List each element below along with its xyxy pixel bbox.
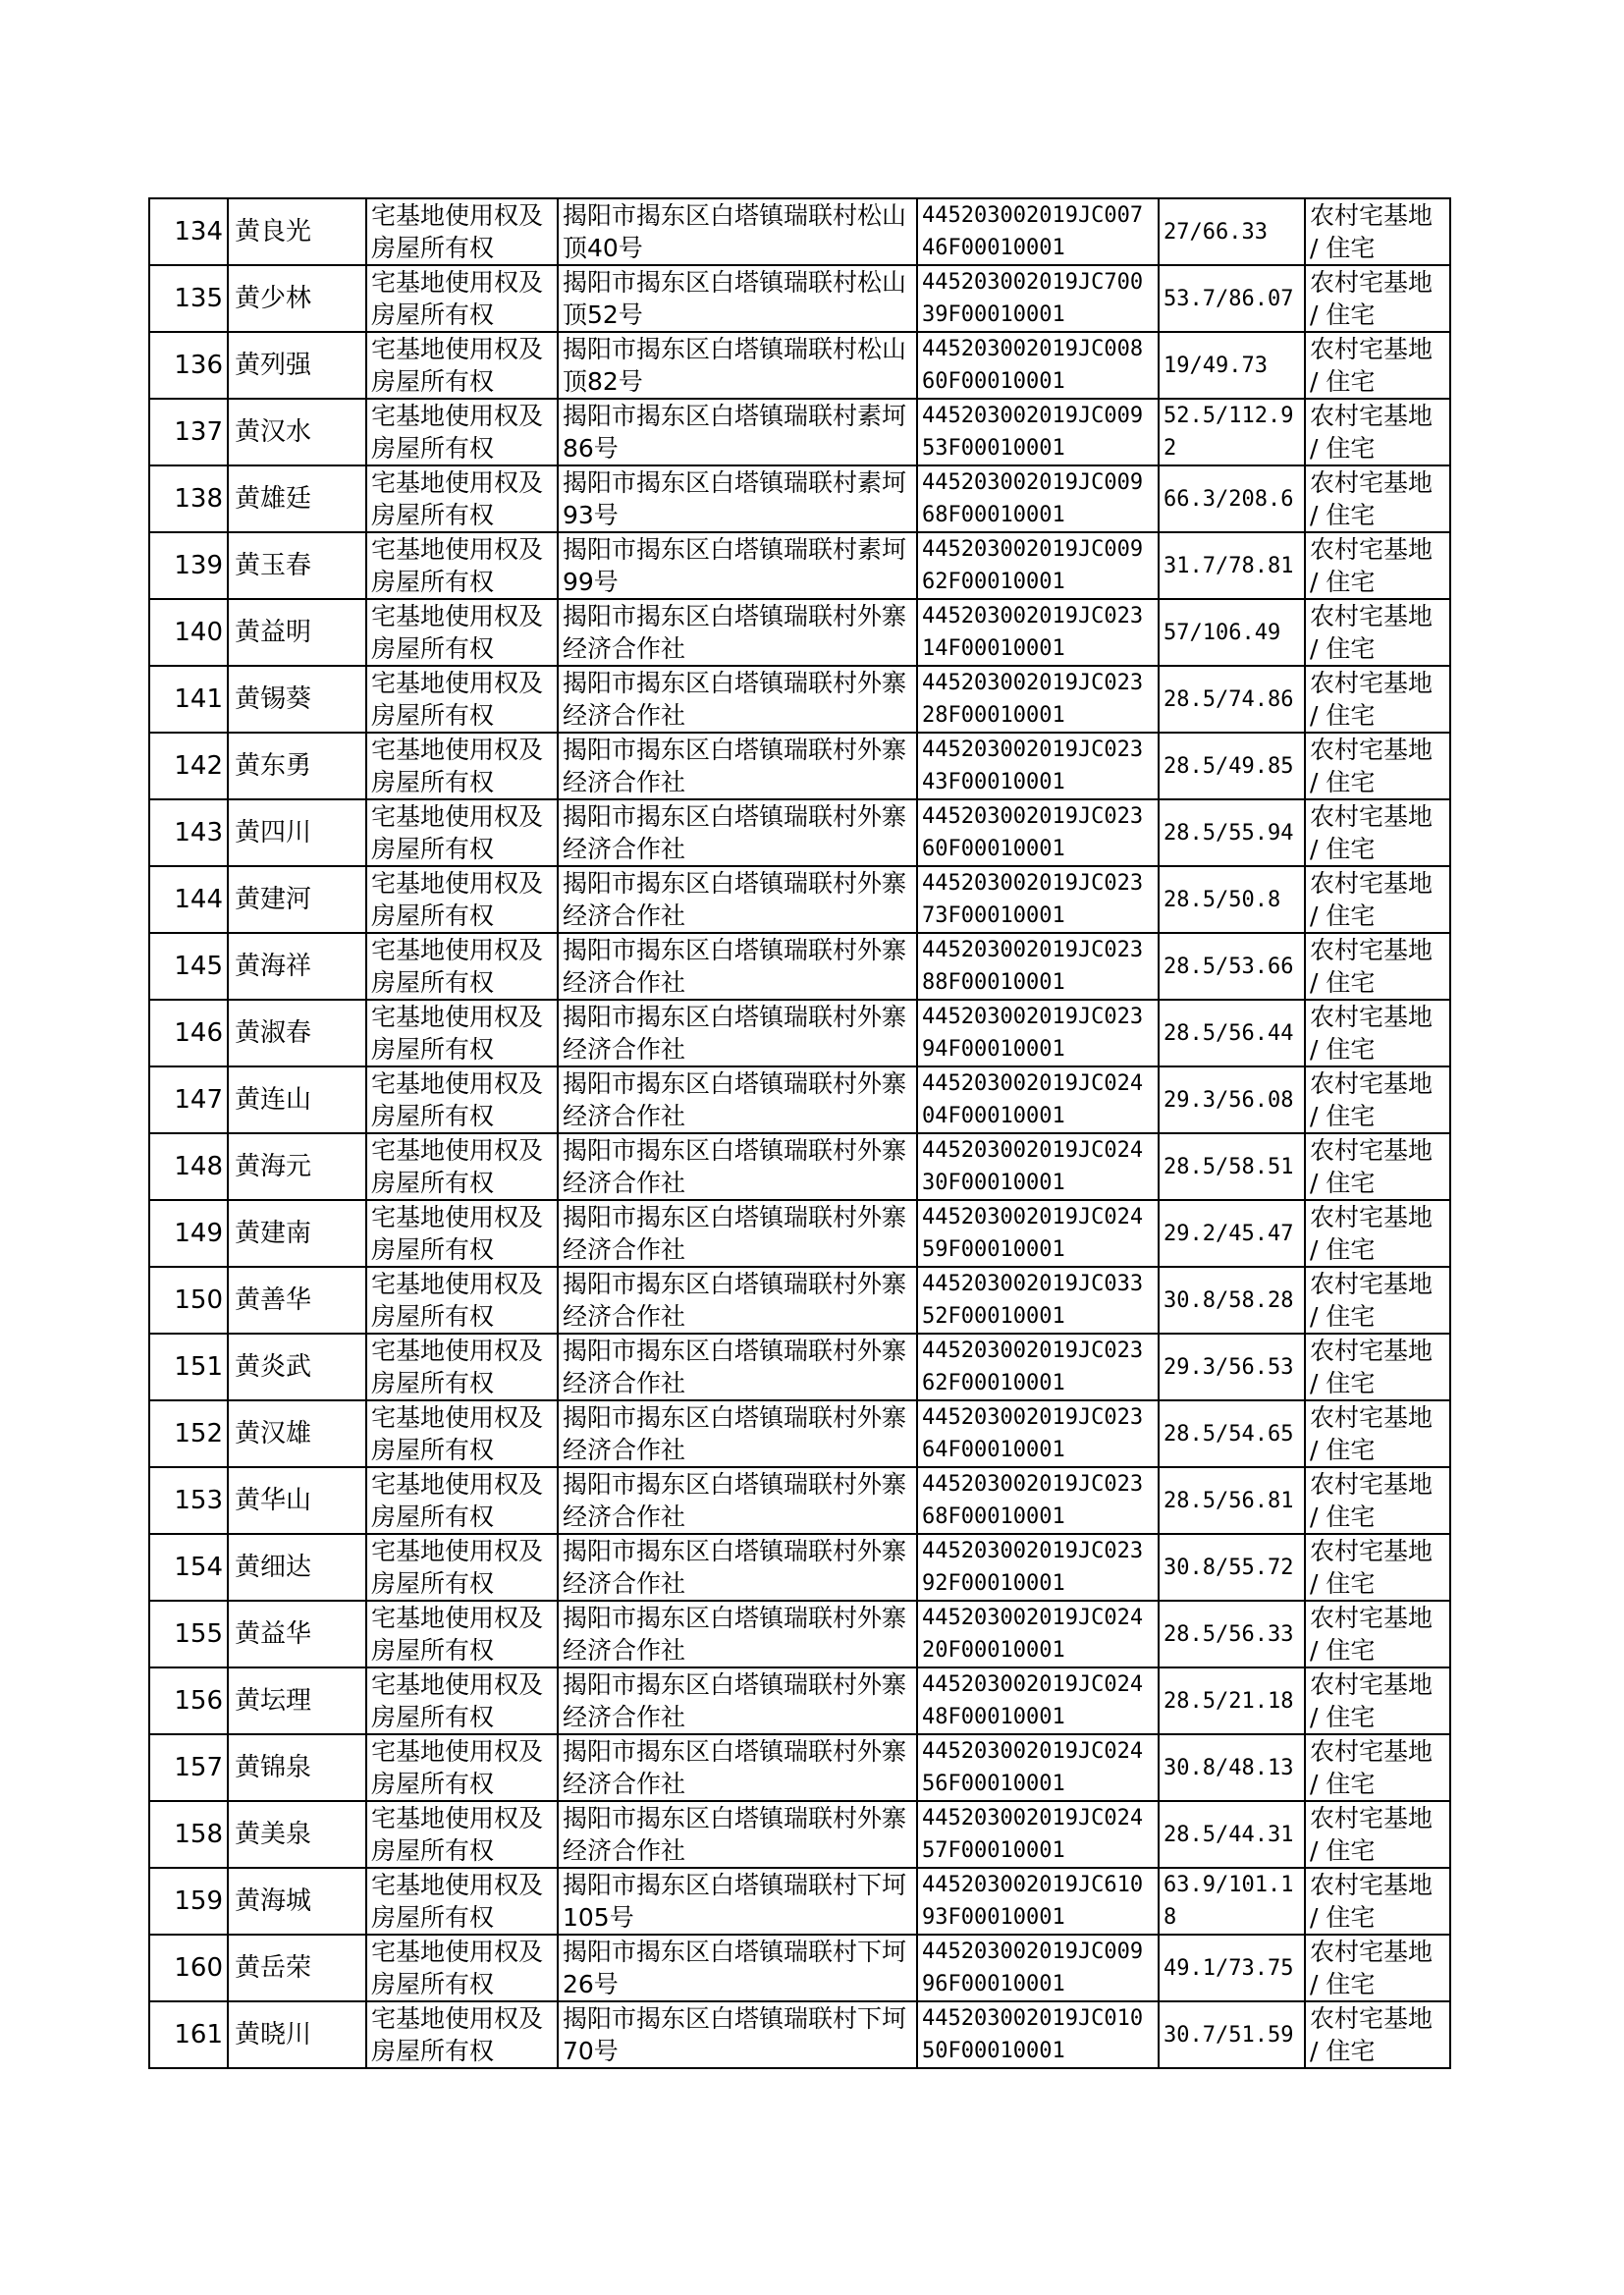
usage-cell: 农村宅基地 / 住宅 <box>1305 1133 1450 1200</box>
usage-cell: 农村宅基地 / 住宅 <box>1305 399 1450 465</box>
row-number-cell: 155 <box>149 1601 228 1667</box>
owner-name-cell: 黄益明 <box>228 599 366 666</box>
owner-name-cell: 黄良光 <box>228 198 366 265</box>
row-number-cell: 152 <box>149 1400 228 1467</box>
unit-code-cell: 445203002019JC03352F00010001 <box>917 1267 1159 1334</box>
unit-code-cell: 445203002019JC00860F00010001 <box>917 332 1159 399</box>
location-cell: 揭阳市揭东区白塔镇瑞联村素坷99号 <box>558 532 917 599</box>
right-type-cell: 宅基地使用权及房屋所有权 <box>366 866 558 933</box>
row-number-cell: 156 <box>149 1667 228 1734</box>
area-cell: 28.5/21.18 <box>1159 1667 1305 1734</box>
table-row <box>149 866 1450 933</box>
owner-name-cell: 黄淑春 <box>228 1000 366 1066</box>
table-row <box>149 733 1450 799</box>
usage-cell: 农村宅基地 / 住宅 <box>1305 465 1450 532</box>
table-row <box>149 2001 1450 2068</box>
area-cell: 63.9/101.18 <box>1159 1868 1305 1935</box>
right-type-cell: 宅基地使用权及房屋所有权 <box>366 1200 558 1267</box>
area-cell: 30.8/55.72 <box>1159 1534 1305 1601</box>
location-cell: 揭阳市揭东区白塔镇瑞联村外寨经济合作社 <box>558 1066 917 1133</box>
row-number-cell: 139 <box>149 532 228 599</box>
unit-code-cell: 445203002019JC02362F00010001 <box>917 1334 1159 1400</box>
unit-code-cell: 445203002019JC02459F00010001 <box>917 1200 1159 1267</box>
table-row <box>149 399 1450 465</box>
owner-name-cell: 黄连山 <box>228 1066 366 1133</box>
unit-code-cell: 445203002019JC02457F00010001 <box>917 1801 1159 1868</box>
usage-cell: 农村宅基地 / 住宅 <box>1305 1066 1450 1133</box>
right-type-cell: 宅基地使用权及房屋所有权 <box>366 1534 558 1601</box>
location-cell: 揭阳市揭东区白塔镇瑞联村外寨经济合作社 <box>558 666 917 733</box>
unit-code-cell: 445203002019JC02404F00010001 <box>917 1066 1159 1133</box>
table-row <box>149 666 1450 733</box>
table-row <box>149 1000 1450 1066</box>
location-cell: 揭阳市揭东区白塔镇瑞联村松山顶82号 <box>558 332 917 399</box>
row-number-cell: 149 <box>149 1200 228 1267</box>
table-row <box>149 198 1450 265</box>
unit-code-cell: 445203002019JC02430F00010001 <box>917 1133 1159 1200</box>
table-row <box>149 1066 1450 1133</box>
usage-cell: 农村宅基地 / 住宅 <box>1305 599 1450 666</box>
right-type-cell: 宅基地使用权及房屋所有权 <box>366 1066 558 1133</box>
area-cell: 30.7/51.59 <box>1159 2001 1305 2068</box>
owner-name-cell: 黄玉春 <box>228 532 366 599</box>
location-cell: 揭阳市揭东区白塔镇瑞联村外寨经济合作社 <box>558 1601 917 1667</box>
usage-cell: 农村宅基地 / 住宅 <box>1305 733 1450 799</box>
location-cell: 揭阳市揭东区白塔镇瑞联村松山顶52号 <box>558 265 917 332</box>
location-cell: 揭阳市揭东区白塔镇瑞联村下坷26号 <box>558 1935 917 2001</box>
row-number-cell: 150 <box>149 1267 228 1334</box>
usage-cell: 农村宅基地 / 住宅 <box>1305 532 1450 599</box>
unit-code-cell: 445203002019JC00962F00010001 <box>917 532 1159 599</box>
row-number-cell: 147 <box>149 1066 228 1133</box>
right-type-cell: 宅基地使用权及房屋所有权 <box>366 1935 558 2001</box>
area-cell: 28.5/58.51 <box>1159 1133 1305 1200</box>
table-row <box>149 1534 1450 1601</box>
usage-cell: 农村宅基地 / 住宅 <box>1305 1534 1450 1601</box>
usage-cell: 农村宅基地 / 住宅 <box>1305 1467 1450 1534</box>
area-cell: 28.5/44.31 <box>1159 1801 1305 1868</box>
right-type-cell: 宅基地使用权及房屋所有权 <box>366 1467 558 1534</box>
location-cell: 揭阳市揭东区白塔镇瑞联村外寨经济合作社 <box>558 733 917 799</box>
area-cell: 28.5/56.44 <box>1159 1000 1305 1066</box>
right-type-cell: 宅基地使用权及房屋所有权 <box>366 332 558 399</box>
table-row <box>149 1400 1450 1467</box>
unit-code-cell: 445203002019JC00968F00010001 <box>917 465 1159 532</box>
location-cell: 揭阳市揭东区白塔镇瑞联村外寨经济合作社 <box>558 1133 917 1200</box>
table-row <box>149 1734 1450 1801</box>
owner-name-cell: 黄坛理 <box>228 1667 366 1734</box>
table-row <box>149 1133 1450 1200</box>
usage-cell: 农村宅基地 / 住宅 <box>1305 265 1450 332</box>
row-number-cell: 157 <box>149 1734 228 1801</box>
table-body <box>149 198 1450 2068</box>
location-cell: 揭阳市揭东区白塔镇瑞联村外寨经济合作社 <box>558 1734 917 1801</box>
owner-name-cell: 黄列强 <box>228 332 366 399</box>
right-type-cell: 宅基地使用权及房屋所有权 <box>366 265 558 332</box>
unit-code-cell: 445203002019JC02364F00010001 <box>917 1400 1159 1467</box>
table-row <box>149 1667 1450 1734</box>
location-cell: 揭阳市揭东区白塔镇瑞联村下坷70号 <box>558 2001 917 2068</box>
row-number-cell: 145 <box>149 933 228 1000</box>
location-cell: 揭阳市揭东区白塔镇瑞联村素坷86号 <box>558 399 917 465</box>
table-row <box>149 799 1450 866</box>
unit-code-cell: 445203002019JC02373F00010001 <box>917 866 1159 933</box>
usage-cell: 农村宅基地 / 住宅 <box>1305 866 1450 933</box>
area-cell: 31.7/78.81 <box>1159 532 1305 599</box>
right-type-cell: 宅基地使用权及房屋所有权 <box>366 198 558 265</box>
location-cell: 揭阳市揭东区白塔镇瑞联村外寨经济合作社 <box>558 1000 917 1066</box>
usage-cell: 农村宅基地 / 住宅 <box>1305 1734 1450 1801</box>
owner-name-cell: 黄四川 <box>228 799 366 866</box>
location-cell: 揭阳市揭东区白塔镇瑞联村外寨经济合作社 <box>558 866 917 933</box>
owner-name-cell: 黄建南 <box>228 1200 366 1267</box>
unit-code-cell: 445203002019JC02394F00010001 <box>917 1000 1159 1066</box>
right-type-cell: 宅基地使用权及房屋所有权 <box>366 1667 558 1734</box>
right-type-cell: 宅基地使用权及房屋所有权 <box>366 1133 558 1200</box>
property-rights-table <box>148 197 1451 2069</box>
area-cell: 66.3/208.6 <box>1159 465 1305 532</box>
location-cell: 揭阳市揭东区白塔镇瑞联村外寨经济合作社 <box>558 1801 917 1868</box>
owner-name-cell: 黄华山 <box>228 1467 366 1534</box>
row-number-cell: 143 <box>149 799 228 866</box>
owner-name-cell: 黄汉水 <box>228 399 366 465</box>
right-type-cell: 宅基地使用权及房屋所有权 <box>366 1734 558 1801</box>
right-type-cell: 宅基地使用权及房屋所有权 <box>366 666 558 733</box>
location-cell: 揭阳市揭东区白塔镇瑞联村外寨经济合作社 <box>558 1267 917 1334</box>
row-number-cell: 146 <box>149 1000 228 1066</box>
location-cell: 揭阳市揭东区白塔镇瑞联村外寨经济合作社 <box>558 1667 917 1734</box>
area-cell: 28.5/55.94 <box>1159 799 1305 866</box>
table-row <box>149 933 1450 1000</box>
row-number-cell: 158 <box>149 1801 228 1868</box>
owner-name-cell: 黄汉雄 <box>228 1400 366 1467</box>
row-number-cell: 138 <box>149 465 228 532</box>
usage-cell: 农村宅基地 / 住宅 <box>1305 1400 1450 1467</box>
table-row <box>149 465 1450 532</box>
table-row <box>149 1801 1450 1868</box>
owner-name-cell: 黄益华 <box>228 1601 366 1667</box>
usage-cell: 农村宅基地 / 住宅 <box>1305 1601 1450 1667</box>
owner-name-cell: 黄雄廷 <box>228 465 366 532</box>
right-type-cell: 宅基地使用权及房屋所有权 <box>366 1334 558 1400</box>
row-number-cell: 159 <box>149 1868 228 1935</box>
area-cell: 30.8/48.13 <box>1159 1734 1305 1801</box>
table-row <box>149 265 1450 332</box>
unit-code-cell: 445203002019JC00996F00010001 <box>917 1935 1159 2001</box>
right-type-cell: 宅基地使用权及房屋所有权 <box>366 733 558 799</box>
usage-cell: 农村宅基地 / 住宅 <box>1305 1267 1450 1334</box>
location-cell: 揭阳市揭东区白塔镇瑞联村外寨经济合作社 <box>558 799 917 866</box>
owner-name-cell: 黄海城 <box>228 1868 366 1935</box>
right-type-cell: 宅基地使用权及房屋所有权 <box>366 2001 558 2068</box>
right-type-cell: 宅基地使用权及房屋所有权 <box>366 1601 558 1667</box>
table-row <box>149 1467 1450 1534</box>
usage-cell: 农村宅基地 / 住宅 <box>1305 1868 1450 1935</box>
table-row <box>149 1601 1450 1667</box>
unit-code-cell: 445203002019JC02368F00010001 <box>917 1467 1159 1534</box>
usage-cell: 农村宅基地 / 住宅 <box>1305 799 1450 866</box>
area-cell: 27/66.33 <box>1159 198 1305 265</box>
right-type-cell: 宅基地使用权及房屋所有权 <box>366 1000 558 1066</box>
row-number-cell: 136 <box>149 332 228 399</box>
row-number-cell: 142 <box>149 733 228 799</box>
unit-code-cell: 445203002019JC61093F00010001 <box>917 1868 1159 1935</box>
area-cell: 28.5/53.66 <box>1159 933 1305 1000</box>
row-number-cell: 140 <box>149 599 228 666</box>
location-cell: 揭阳市揭东区白塔镇瑞联村外寨经济合作社 <box>558 1467 917 1534</box>
location-cell: 揭阳市揭东区白塔镇瑞联村外寨经济合作社 <box>558 1200 917 1267</box>
owner-name-cell: 黄东勇 <box>228 733 366 799</box>
area-cell: 28.5/74.86 <box>1159 666 1305 733</box>
usage-cell: 农村宅基地 / 住宅 <box>1305 332 1450 399</box>
usage-cell: 农村宅基地 / 住宅 <box>1305 1801 1450 1868</box>
location-cell: 揭阳市揭东区白塔镇瑞联村外寨经济合作社 <box>558 933 917 1000</box>
unit-code-cell: 445203002019JC02360F00010001 <box>917 799 1159 866</box>
area-cell: 28.5/49.85 <box>1159 733 1305 799</box>
table-row <box>149 1267 1450 1334</box>
usage-cell: 农村宅基地 / 住宅 <box>1305 1334 1450 1400</box>
area-cell: 28.5/56.33 <box>1159 1601 1305 1667</box>
right-type-cell: 宅基地使用权及房屋所有权 <box>366 1400 558 1467</box>
usage-cell: 农村宅基地 / 住宅 <box>1305 1000 1450 1066</box>
usage-cell: 农村宅基地 / 住宅 <box>1305 933 1450 1000</box>
right-type-cell: 宅基地使用权及房屋所有权 <box>366 399 558 465</box>
right-type-cell: 宅基地使用权及房屋所有权 <box>366 1267 558 1334</box>
owner-name-cell: 黄海元 <box>228 1133 366 1200</box>
unit-code-cell: 445203002019JC02314F00010001 <box>917 599 1159 666</box>
area-cell: 28.5/56.81 <box>1159 1467 1305 1534</box>
table-row <box>149 1868 1450 1935</box>
owner-name-cell: 黄建河 <box>228 866 366 933</box>
right-type-cell: 宅基地使用权及房屋所有权 <box>366 465 558 532</box>
usage-cell: 农村宅基地 / 住宅 <box>1305 2001 1450 2068</box>
row-number-cell: 160 <box>149 1935 228 2001</box>
area-cell: 19/49.73 <box>1159 332 1305 399</box>
row-number-cell: 134 <box>149 198 228 265</box>
usage-cell: 农村宅基地 / 住宅 <box>1305 198 1450 265</box>
owner-name-cell: 黄锡葵 <box>228 666 366 733</box>
owner-name-cell: 黄岳荣 <box>228 1935 366 2001</box>
row-number-cell: 137 <box>149 399 228 465</box>
table-row <box>149 599 1450 666</box>
area-cell: 29.3/56.53 <box>1159 1334 1305 1400</box>
area-cell: 28.5/54.65 <box>1159 1400 1305 1467</box>
right-type-cell: 宅基地使用权及房屋所有权 <box>366 1801 558 1868</box>
row-number-cell: 148 <box>149 1133 228 1200</box>
owner-name-cell: 黄善华 <box>228 1267 366 1334</box>
area-cell: 29.3/56.08 <box>1159 1066 1305 1133</box>
unit-code-cell: 445203002019JC02388F00010001 <box>917 933 1159 1000</box>
row-number-cell: 161 <box>149 2001 228 2068</box>
right-type-cell: 宅基地使用权及房屋所有权 <box>366 532 558 599</box>
owner-name-cell: 黄海祥 <box>228 933 366 1000</box>
area-cell: 49.1/73.75 <box>1159 1935 1305 2001</box>
location-cell: 揭阳市揭东区白塔镇瑞联村下坷105号 <box>558 1868 917 1935</box>
table-row <box>149 332 1450 399</box>
unit-code-cell: 445203002019JC01050F00010001 <box>917 2001 1159 2068</box>
unit-code-cell: 445203002019JC02392F00010001 <box>917 1534 1159 1601</box>
unit-code-cell: 445203002019JC02448F00010001 <box>917 1667 1159 1734</box>
usage-cell: 农村宅基地 / 住宅 <box>1305 1667 1450 1734</box>
unit-code-cell: 445203002019JC02343F00010001 <box>917 733 1159 799</box>
table-row <box>149 532 1450 599</box>
area-cell: 30.8/58.28 <box>1159 1267 1305 1334</box>
owner-name-cell: 黄少林 <box>228 265 366 332</box>
owner-name-cell: 黄细达 <box>228 1534 366 1601</box>
usage-cell: 农村宅基地 / 住宅 <box>1305 1200 1450 1267</box>
unit-code-cell: 445203002019JC02456F00010001 <box>917 1734 1159 1801</box>
row-number-cell: 153 <box>149 1467 228 1534</box>
area-cell: 29.2/45.47 <box>1159 1200 1305 1267</box>
right-type-cell: 宅基地使用权及房屋所有权 <box>366 799 558 866</box>
unit-code-cell: 445203002019JC02328F00010001 <box>917 666 1159 733</box>
right-type-cell: 宅基地使用权及房屋所有权 <box>366 599 558 666</box>
location-cell: 揭阳市揭东区白塔镇瑞联村松山顶40号 <box>558 198 917 265</box>
area-cell: 53.7/86.07 <box>1159 265 1305 332</box>
right-type-cell: 宅基地使用权及房屋所有权 <box>366 933 558 1000</box>
table-row <box>149 1935 1450 2001</box>
unit-code-cell: 445203002019JC00953F00010001 <box>917 399 1159 465</box>
location-cell: 揭阳市揭东区白塔镇瑞联村素坷93号 <box>558 465 917 532</box>
row-number-cell: 135 <box>149 265 228 332</box>
table-row <box>149 1334 1450 1400</box>
unit-code-cell: 445203002019JC70039F00010001 <box>917 265 1159 332</box>
unit-code-cell: 445203002019JC00746F00010001 <box>917 198 1159 265</box>
unit-code-cell: 445203002019JC02420F00010001 <box>917 1601 1159 1667</box>
location-cell: 揭阳市揭东区白塔镇瑞联村外寨经济合作社 <box>558 599 917 666</box>
right-type-cell: 宅基地使用权及房屋所有权 <box>366 1868 558 1935</box>
location-cell: 揭阳市揭东区白塔镇瑞联村外寨经济合作社 <box>558 1334 917 1400</box>
owner-name-cell: 黄炎武 <box>228 1334 366 1400</box>
row-number-cell: 141 <box>149 666 228 733</box>
owner-name-cell: 黄锦泉 <box>228 1734 366 1801</box>
usage-cell: 农村宅基地 / 住宅 <box>1305 666 1450 733</box>
location-cell: 揭阳市揭东区白塔镇瑞联村外寨经济合作社 <box>558 1534 917 1601</box>
table-row <box>149 1200 1450 1267</box>
row-number-cell: 151 <box>149 1334 228 1400</box>
owner-name-cell: 黄美泉 <box>228 1801 366 1868</box>
row-number-cell: 144 <box>149 866 228 933</box>
location-cell: 揭阳市揭东区白塔镇瑞联村外寨经济合作社 <box>558 1400 917 1467</box>
row-number-cell: 154 <box>149 1534 228 1601</box>
usage-cell: 农村宅基地 / 住宅 <box>1305 1935 1450 2001</box>
area-cell: 52.5/112.92 <box>1159 399 1305 465</box>
owner-name-cell: 黄晓川 <box>228 2001 366 2068</box>
area-cell: 28.5/50.8 <box>1159 866 1305 933</box>
area-cell: 57/106.49 <box>1159 599 1305 666</box>
